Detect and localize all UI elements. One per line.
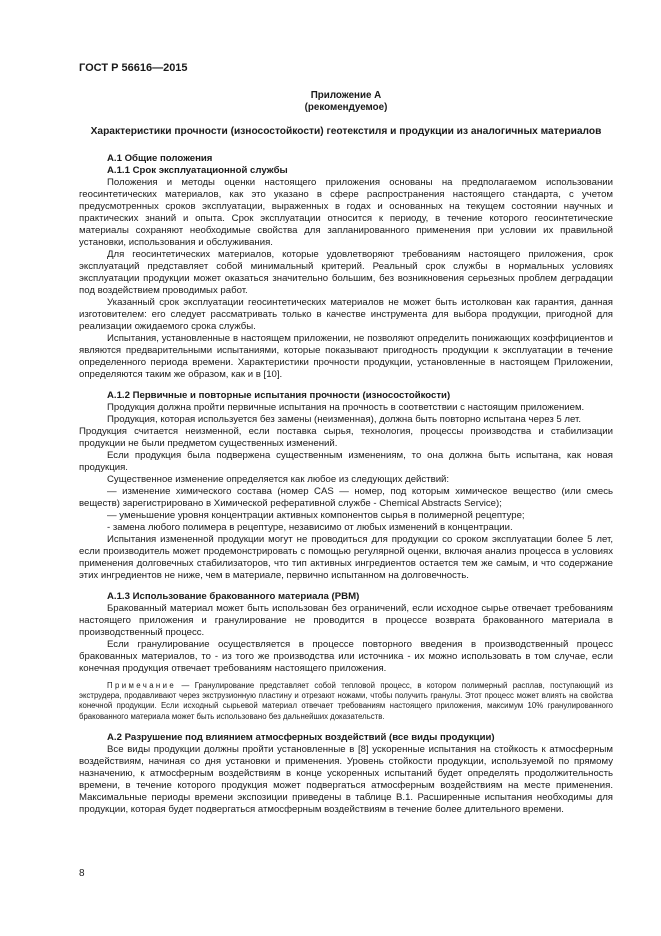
paragraph: Если гранулирование осуществляется в процессе повторного введения в производственный процесс бракованных материалов, то - из того же производства или источника - их можно использовать в том случае, если конечная продукция отвечает требованиям настоящего приложения.: [79, 638, 613, 674]
note: [79, 681, 613, 723]
section-a1-3-title: А.1.3 Использование бракованного материала (РВМ): [107, 590, 360, 602]
appendix-heading: Характеристики прочности (износостойкости) геотекстиля и продукции из аналогичных материалов: [90, 126, 602, 137]
paragraph: Продукция должна пройти первичные испытания на прочность в соответствии с настоящим приложением.: [107, 401, 585, 413]
list-item: — изменение химического состава (номер CAS — номер, под которым химическое вещество (или смесь веществ) зарегистрировано в Химической реферативной службе - Chemical Abstracts Service);: [79, 485, 613, 509]
section-a1-2-title: А.1.2 Первичные и повторные испытания прочности (износостойкости): [107, 389, 451, 401]
paragraph: Испытания, установленные в настоящем приложении, не позволяют определить понижающих коэффициентов и являются предварительными испытаниями, которые показывают пригодность продукции к эксплуатации в течение определенного периода времени. Характеристики прочности продукции, установленные в настоящем Приложении, определяются таким же образом, как и в [10].: [79, 332, 613, 380]
appendix-title: Приложение А: [310, 90, 382, 101]
paragraph: Продукция, которая используется без замены (неизменная), должна быть повторно испытана через 5 лет.: [107, 413, 581, 425]
paragraph: Существенное изменение определяется как любое из следующих действий:: [107, 473, 450, 485]
paragraph: Продукция считается неизменной, если поставка сырья, технология, процессы производства и стабилизации продукции не были предметом существенных изменений.: [79, 425, 613, 449]
page-number: 8: [79, 868, 85, 879]
list-item: — уменьшение уровня концентрации активных компонентов сырья в полимерной рецептуре;: [107, 509, 525, 521]
paragraph: Все виды продукции должны пройти установленные в [8] ускоренные испытания на стойкость к атмосферным воздействиям, начиная со дня установки и применения. Уровень стойкости продукции, используемой по прямому назначению, к атмосферным воздействиям в конце ускоренных испытаний будет определять продолжительность времени, в течение которого продукция может подвергаться атмосферным воздействиям на месте применения. Максимальные периоды времени экспозиции приведены в таблице В.1. Расширенные испытания необходимы для продукции, которая будет подвергаться атмосферным воздействиям в течение более длительного времени.: [79, 744, 613, 816]
paragraph: Указанный срок эксплуатации геосинтетических материалов не может быть истолкован как гарантия, данная изготовителем: его следует рассматривать только в качестве инструмента для выбора продукции, пригодной для реализации ожидаемого срока службы.: [79, 296, 613, 332]
document-code: ГОСТ Р 56616—2015: [79, 62, 188, 74]
paragraph: Бракованный материал может быть использован без ограничений, если исходное сырье отвечает требованиям настоящего приложения и гранулирование не проводится в процессе возврата бракованного материала в производственный процесс.: [79, 602, 613, 638]
note-text: — Гранулирование представляет собой тепловой процесс, в котором полимерный расплав, поступающий из экструдера, продавливают через экструзионную пластину и отрезают ножами, чтобы получить гранулы. Этот процесс может влиять на свойства конечной продукции. Если исходный сырьевой материал отвечает требованиям настоящего приложения, максимум 10% гранулированного бракованного материала может быть использовано без дальнейших доказательств.: [79, 680, 614, 721]
section-a1-title: А.1 Общие положения: [107, 152, 213, 164]
paragraph: Положения и методы оценки настоящего приложения основаны на предполагаемом использовании геосинтетических материалов, как это указано в сфере распространения настоящего стандарта, с учетом предусмотренных сроков эксплуатации, выраженных в годах и основанных на текущем состоянии научных и практических знаний и опыта. Срок эксплуатации относится к периоду, в течение которого геосинтетические материалы сохраняют необходимые свойства для запланированного применения при условии их правильной установки, использования и обслуживания.: [79, 176, 613, 248]
paragraph: Для геосинтетических материалов, которые удовлетворяют требованиям настоящего приложения, срок эксплуатаций представляет собой минимальный критерий. Реальный срок службы в нормальных условиях эксплуатации продукции может оказаться значительно большим, без возникновения серьезных проблем деградации под воздействием проводимых работ.: [79, 248, 613, 296]
note-label: Примечание: [107, 680, 177, 690]
paragraph: Испытания измененной продукции могут не проводиться для продукции со сроком эксплуатации более 5 лет, если производитель может продемонстрировать с помощью регулярной оценки, включая анализ процесса в условиях применения долговечных стабилизаторов, что тип активных ингредиентов остается тем же самым, и что содержание этих ингредиентов не ниже, чем в материале, первично испытанном на долговечность.: [79, 533, 613, 581]
appendix-status: (рекомендуемое): [304, 102, 388, 113]
section-a1-1-title: А.1.1 Срок эксплуатационной службы: [107, 164, 288, 176]
list-item: - замена любого полимера в рецептуре, независимо от любых изменений в концентрации.: [107, 521, 513, 533]
paragraph: Если продукция была подвержена существенным изменениям, то она должна быть испытана, как новая продукция.: [79, 449, 613, 473]
section-a2-title: А.2 Разрушение под влиянием атмосферных воздействий (все виды продукции): [107, 732, 495, 744]
